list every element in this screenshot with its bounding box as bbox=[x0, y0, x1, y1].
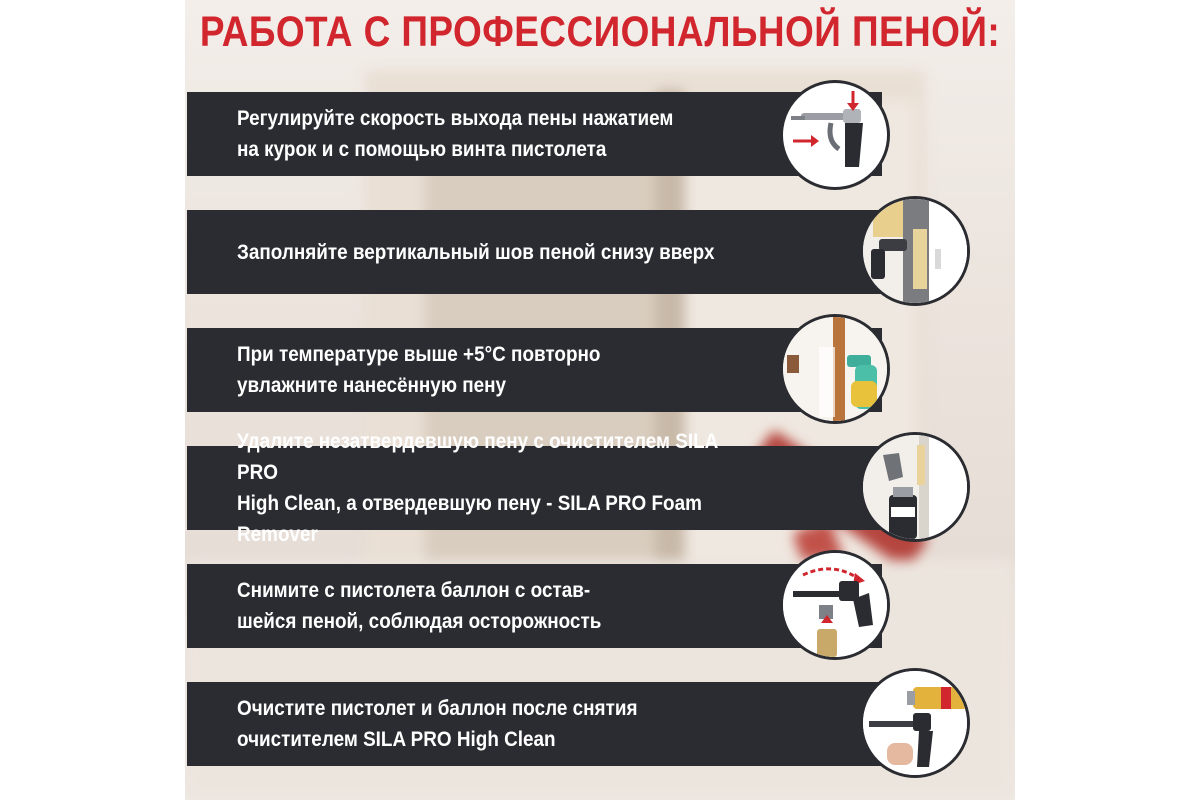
foam-cleaner-icon bbox=[860, 432, 970, 542]
step-1-panel bbox=[187, 92, 882, 176]
step-6-panel bbox=[187, 682, 882, 766]
step-5-text: Снимите с пистолета баллон с остав- шейся пеной, соблюдая осторожность bbox=[237, 579, 602, 633]
step-6-text: Очистите пистолет и баллон после снятия очистителем SILA PRO High Clean bbox=[237, 697, 638, 751]
step-4-text: Удалите незатвердевшую пену с очистителем SILA PRO High Clean, а отвердевшую пену - SILA PRO Foam Remover bbox=[237, 430, 718, 546]
step-2-panel bbox=[187, 210, 882, 294]
step-5-panel bbox=[187, 564, 882, 648]
step-2-text: Заполняйте вертикальный шов пеной снизу вверх bbox=[237, 240, 715, 264]
vertical-seam-filling-icon bbox=[860, 196, 970, 306]
remove-canister-icon bbox=[780, 550, 890, 660]
step-3-panel bbox=[187, 328, 882, 412]
clean-gun-icon bbox=[860, 668, 970, 778]
page-title: РАБОТА С ПРОФЕССИОНАЛЬНОЙ ПЕНОЙ: bbox=[199, 8, 1001, 56]
step-1-text: Регулируйте скорость выхода пены нажатием на курок и с помощью винта пистолета bbox=[237, 107, 674, 161]
step-3-text: При температуре выше +5°С повторно увлажните нанесённую пену bbox=[237, 343, 601, 397]
step-4-panel bbox=[187, 430, 882, 546]
spray-bottle-icon bbox=[780, 314, 890, 424]
foam-gun-trigger-icon bbox=[780, 80, 890, 190]
